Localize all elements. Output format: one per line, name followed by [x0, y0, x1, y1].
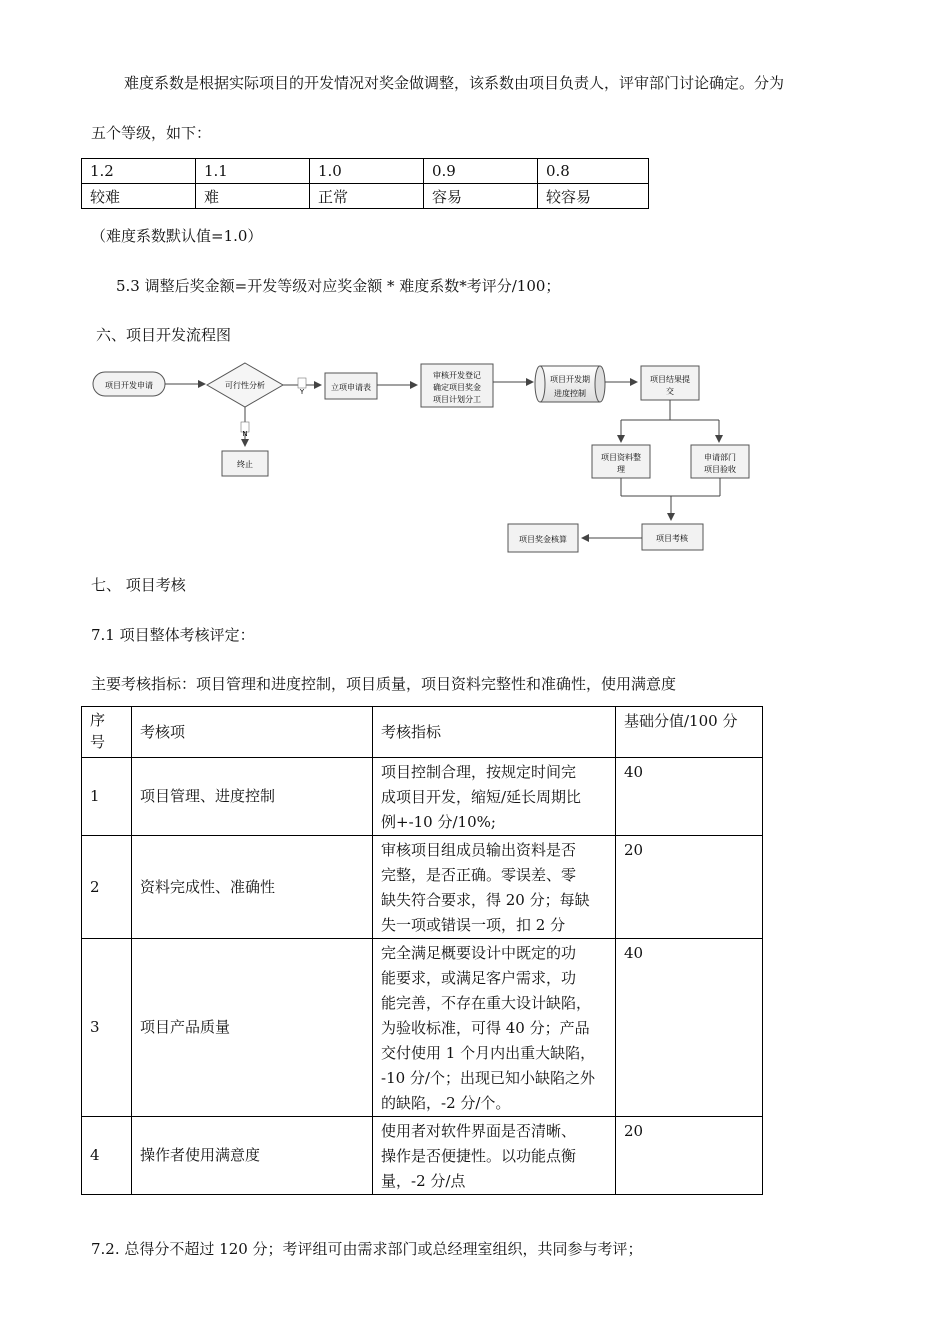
indicator-line: 操作是否便捷性。以功能点衡	[381, 1147, 577, 1165]
row-item: 项目产品质量	[132, 939, 373, 1117]
formula-5-3: 5.3 调整后奖金额=开发等级对应奖金额 * 难度系数*考评分/100；	[116, 277, 561, 295]
flow-review-line: 项目计划分工	[433, 395, 481, 404]
table-header-row	[82, 707, 763, 758]
header-no: 序号	[82, 707, 132, 758]
flow-bonus-calc-label: 项目奖金核算	[519, 535, 567, 544]
row-no: 2	[82, 836, 132, 939]
flow-start-label: 项目开发申请	[105, 381, 153, 390]
flow-organize-line: 项目资料整	[601, 453, 641, 462]
indicator-line: 能要求，或满足客户需求，功	[381, 969, 577, 987]
row-score: 40	[616, 758, 763, 836]
difficulty-labels-row	[82, 184, 649, 209]
table-row	[82, 758, 763, 836]
table-row	[82, 939, 763, 1117]
indicator-line: -10 分/个；出现已知小缺陷之外	[381, 1069, 595, 1087]
flow-result-submit-line: 项目结果提	[650, 375, 690, 384]
difficulty-label: 容易	[424, 184, 538, 209]
development-flowchart	[85, 358, 736, 558]
difficulty-label: 较难	[82, 184, 196, 209]
difficulty-label: 难	[196, 184, 310, 209]
indicator-line: 能完善，不存在重大设计缺陷，	[381, 994, 592, 1012]
difficulty-value: 0.8	[538, 159, 649, 184]
difficulty-paragraph: 难度系数是根据实际项目的开发情况对奖金做调整，该系数由项目负责人，评审部门讨论确定。分为	[124, 74, 785, 92]
flow-acceptance-line: 项目验收	[704, 465, 736, 474]
indicator-line: 为验收标准，可得 40 分；产品	[381, 1019, 590, 1037]
table-row	[82, 1117, 763, 1195]
indicator-line: 成项目开发，缩短/延长周期比	[381, 788, 582, 806]
header-item: 考核项	[132, 707, 373, 758]
difficulty-value: 1.0	[310, 159, 424, 184]
flow-decision-label: 可行性分析	[225, 381, 265, 390]
flow-organize-line: 理	[617, 465, 625, 474]
flow-review-line: 审核开发登记	[433, 371, 481, 380]
section-7-1-title: 7.1 项目整体考核评定：	[91, 626, 255, 644]
flow-no-label: N	[242, 430, 248, 438]
indicator-line: 完整，是否正确。零误差、零	[381, 866, 577, 884]
difficulty-value: 0.9	[424, 159, 538, 184]
section-7-2: 7.2. 总得分不超过 120 分；考评组可由需求部门或总经理室组织，共同参与考评；	[91, 1240, 643, 1258]
flow-dev-period-node	[535, 366, 605, 402]
row-indicator	[373, 939, 616, 1117]
flow-start-node	[93, 372, 165, 396]
row-indicator	[373, 1117, 616, 1195]
flow-apply-form-node	[325, 373, 377, 399]
indicator-line: 失一项或错误一项，扣 2 分	[381, 916, 566, 934]
difficulty-label: 较容易	[538, 184, 649, 209]
flow-review-node	[421, 364, 493, 407]
flow-dev-period-line: 进度控制	[554, 389, 586, 398]
flow-result-submit-line: 交	[666, 387, 674, 396]
indicator-line: 量，-2 分/点	[381, 1172, 466, 1190]
flow-organize-node	[592, 445, 650, 478]
flow-yes-label: Y	[299, 388, 305, 396]
section-6-title: 六、项目开发流程图	[96, 326, 232, 344]
section-7-title: 七、 项目考核	[91, 576, 186, 594]
main-indicators: 主要考核指标：项目管理和进度控制，项目质量，项目资料完整性和准确性，使用满意度	[91, 675, 677, 693]
flow-result-submit-node	[641, 366, 699, 400]
row-score: 40	[616, 939, 763, 1117]
row-item: 操作者使用满意度	[132, 1117, 373, 1195]
header-score: 基础分值/100 分	[616, 707, 763, 758]
row-indicator	[373, 836, 616, 939]
flow-decision-node	[207, 363, 283, 407]
difficulty-value: 1.2	[82, 159, 196, 184]
indicator-line: 审核项目组成员输出资料是否	[381, 841, 577, 859]
header-indicator: 考核指标	[373, 707, 616, 758]
flow-end-label: 终止	[237, 460, 253, 469]
row-item: 资料完成性、准确性	[132, 836, 373, 939]
indicator-line: 项目控制合理，按规定时间完	[381, 763, 577, 781]
indicator-line: 的缺陷，-2 分/个。	[381, 1094, 511, 1112]
row-score: 20	[616, 836, 763, 939]
indicator-line: 完全满足概要设计中既定的功	[381, 944, 577, 962]
difficulty-table	[81, 158, 649, 209]
indicator-line: 例+-10 分/10%;	[381, 813, 496, 831]
flow-assess-label: 项目考核	[656, 534, 688, 543]
row-indicator	[373, 758, 616, 836]
indicator-line: 交付使用 1 个月内出重大缺陷，	[381, 1044, 596, 1062]
flow-bonus-calc-node	[508, 524, 578, 552]
difficulty-value: 1.1	[196, 159, 310, 184]
indicator-line: 使用者对软件界面是否清晰、	[381, 1122, 577, 1140]
row-score: 20	[616, 1117, 763, 1195]
row-no: 3	[82, 939, 132, 1117]
row-item: 项目管理、进度控制	[132, 758, 373, 836]
flow-assess-node	[642, 524, 703, 550]
flow-acceptance-line: 申请部门	[704, 453, 736, 462]
flow-acceptance-node	[691, 445, 749, 478]
row-no: 1	[82, 758, 132, 836]
flow-dev-period-line: 项目开发期	[550, 375, 590, 384]
flow-review-line: 确定项目奖金	[433, 383, 481, 392]
difficulty-values-row	[82, 159, 649, 184]
row-no: 4	[82, 1117, 132, 1195]
evaluation-table	[81, 706, 763, 1195]
difficulty-label: 正常	[310, 184, 424, 209]
flow-apply-form-label: 立项申请表	[331, 383, 371, 392]
difficulty-paragraph-cont: 五个等级，如下：	[91, 124, 212, 142]
flow-end-node	[222, 451, 268, 476]
indicator-line: 缺失符合要求，得 20 分；每缺	[381, 891, 590, 909]
default-note: （难度系数默认值=1.0）	[91, 227, 263, 245]
table-row	[82, 836, 763, 939]
